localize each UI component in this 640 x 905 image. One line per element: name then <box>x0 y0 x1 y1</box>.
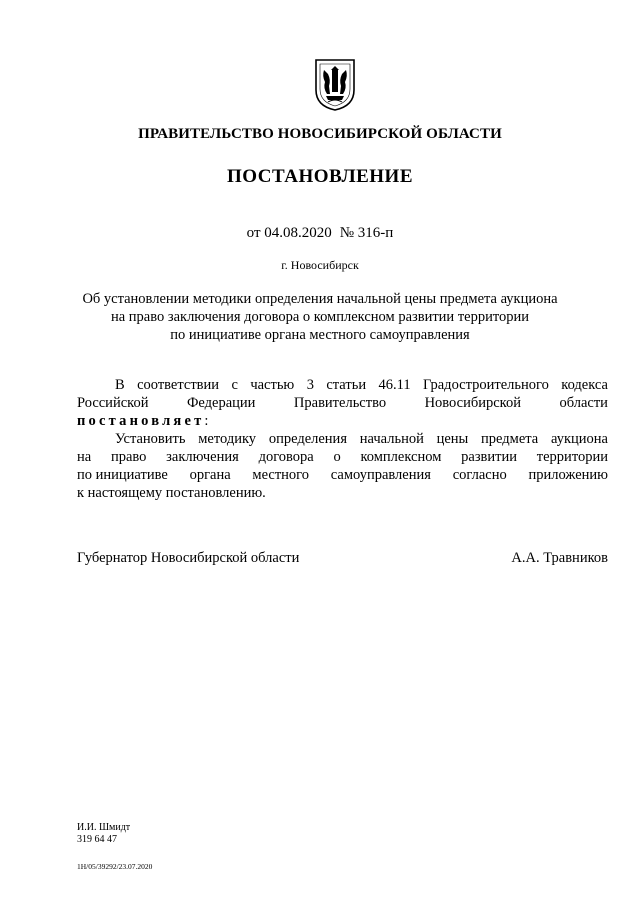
date-number-line <box>0 225 640 242</box>
novosibirsk-coat-of-arms-icon <box>314 58 356 112</box>
executor-block <box>77 822 130 846</box>
document-title <box>60 290 580 344</box>
title-line: на право заключения договора о комплексном развитии территории <box>110 309 530 325</box>
organization-name: ПРАВИТЕЛЬСТВО НОВОСИБИРСКОЙ ОБЛАСТИ <box>138 126 502 142</box>
city-line: г. Новосибирск <box>281 258 359 272</box>
body-line: постановляет: <box>77 413 209 429</box>
body-line: Установить методику определения начальной цены предмета аукциона <box>115 431 608 447</box>
resolves-word: постановляет <box>77 413 205 429</box>
signature-block <box>77 550 608 567</box>
title-line: Об установлении методики определения начальной цены предмета аукциона <box>82 291 558 307</box>
document-date: от 04.08.2020 <box>246 225 332 241</box>
body-line: Российской Федерации Правительство Новосибирской области <box>77 395 608 411</box>
signatory-position: Губернатор Новосибирской области <box>77 550 300 566</box>
body-line: по инициативе органа местного самоуправления согласно приложению <box>77 467 608 483</box>
body-line: на право заключения договора о комплексном развитии территории <box>77 449 608 465</box>
body-line: к настоящему постановлению. <box>77 485 266 501</box>
executor-phone: 319 64 47 <box>77 834 117 845</box>
body-line: В соответствии с частью 3 статьи 46.11 Градостроительного кодекса <box>115 377 608 393</box>
document-number: № 316-п <box>339 225 394 241</box>
document-type: ПОСТАНОВЛЕНИЕ <box>226 166 414 187</box>
document-body <box>77 376 608 502</box>
registration-number: 1Н/05/39292/23.07.2020 <box>77 862 153 871</box>
executor-name: И.И. Шмидт <box>77 822 131 833</box>
title-line: по инициативе органа местного самоуправления <box>170 327 470 343</box>
signatory-name: А.А. Травников <box>511 550 608 566</box>
